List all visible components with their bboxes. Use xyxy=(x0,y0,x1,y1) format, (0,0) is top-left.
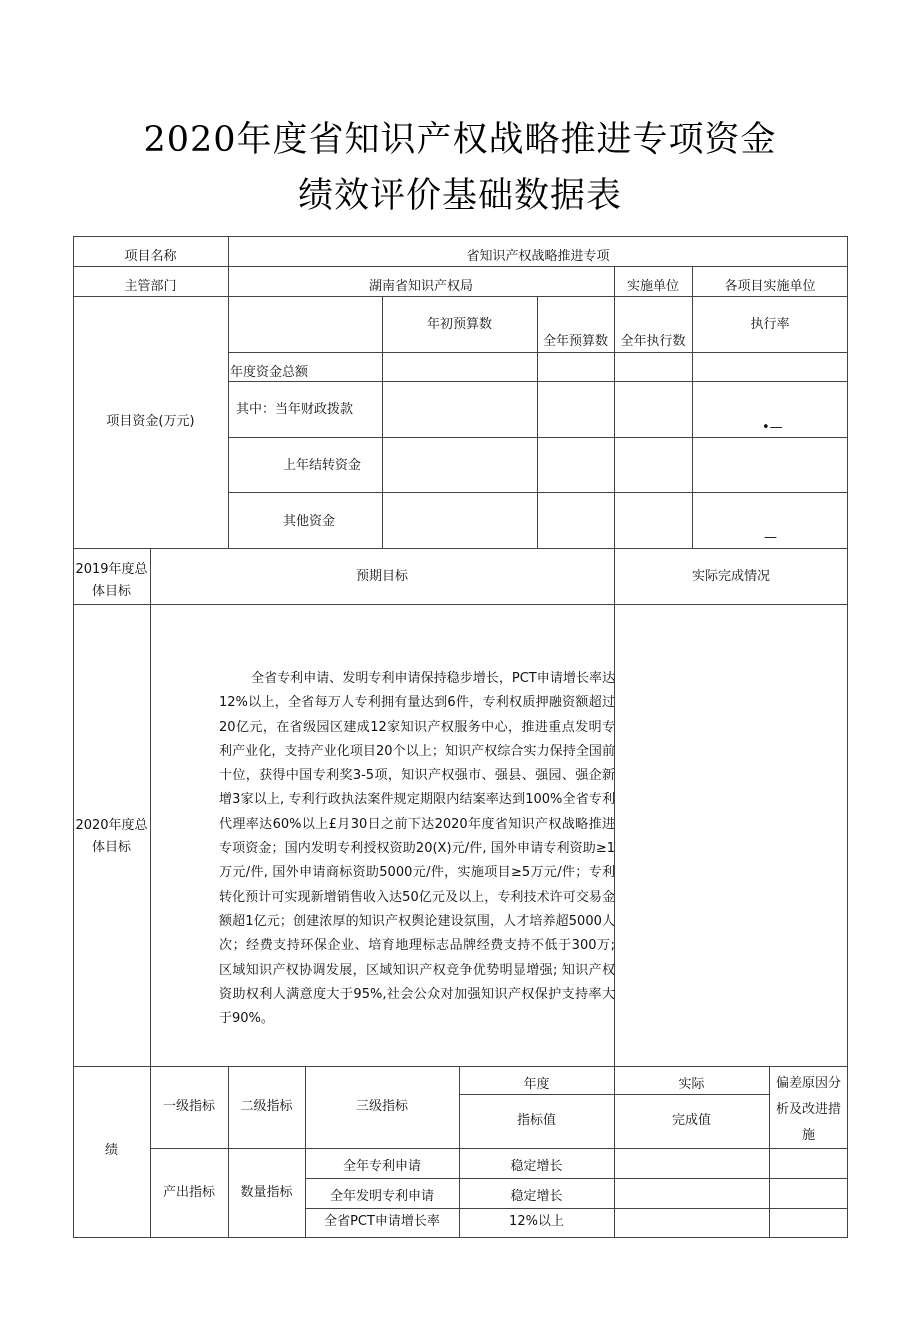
page-subtitle: 绩效评价基础数据表 xyxy=(297,176,622,216)
col-level3: 三级指标 xyxy=(355,1099,408,1114)
col-target: 指标值 xyxy=(516,1113,556,1128)
row-carryover-funds: 上年结转资金 xyxy=(283,458,362,473)
performance-label: 绩 xyxy=(104,1143,118,1158)
col-exec-rate: 执行率 xyxy=(750,317,790,332)
project-name-label: 项目名称 xyxy=(124,249,177,264)
level2-quantity: 数量指标 xyxy=(240,1185,293,1200)
goals-2020-text: 全省专利申请、发明专利申请保持稳步增长，PCT申请增长率达12%以上，全省每万人专利拥有量达到6件，专利权质押融资额超过20亿元，在省级园区建成12家知识产权服务中心，推进重点发明专利产业化，支持产业化项目20个以上；知识产权综合实力保持全国前十位，获得中国专利奖3-5项，知识产权强市、强县、强园、强企新增3家以上, 专利行政执法案件规定期限内结案率达到100%全省专利代理率达60%以上£月30日之前下达2020年度省知识产权战略推进专项资金；国内发明专利授权资助20(X)元/件, 国外申请专利资助≥1万元/件, 国外申请商标资助5000元/件，实施项目≥5万元/件；专利转化预计可实现新增销售收入达50亿元及以上，专利技术许可交易金额超1亿元；创建浓厚的知识产权舆论建设氛围，人才培养超5000人次；经费支持环保企业、培育地理标志品牌经费支持不低于300万; 区域知识产权协调发展，区域知识产权竞争优势明显增强; 知识产权资助权利人满意度大于95%,社会公众对加强知识产权保护支持率大于90%。 xyxy=(219,671,615,1027)
page-title: 2020年度省知识产权战略推进专项资金 xyxy=(143,120,777,160)
row-total-funds: 年度资金总额 xyxy=(230,365,309,380)
col-annual-budget: 全年预算数 xyxy=(542,334,608,349)
goals-2020-label: 2020年度总体目标 xyxy=(75,818,148,855)
indicator-name: 全省PCT申请增长率 xyxy=(324,1214,440,1229)
row-other-funds: 其他资金 xyxy=(283,514,336,529)
col-level2: 二级指标 xyxy=(240,1099,293,1114)
funds-label: 项目资金(万元) xyxy=(106,414,195,429)
col-year: 年度 xyxy=(523,1077,550,1092)
col-annual-exec: 全年执行数 xyxy=(620,334,686,349)
col-done: 完成值 xyxy=(671,1113,711,1128)
actual-completion-header: 实际完成情况 xyxy=(691,569,770,584)
indicator-name: 全年专利申请 xyxy=(342,1159,421,1174)
col-level1: 一级指标 xyxy=(162,1099,215,1114)
other-rate-mark: — xyxy=(764,530,777,545)
col-actual: 实际 xyxy=(678,1077,705,1092)
indicator-target: 12%以上 xyxy=(509,1214,564,1229)
indicator-target: 稳定增长 xyxy=(510,1159,563,1174)
dept-label: 主管部门 xyxy=(124,279,177,294)
level1-output: 产出指标 xyxy=(162,1185,215,1200)
project-name-value: 省知识产权战略推进专项 xyxy=(466,249,610,264)
row-fiscal-funds: 其中：当年财政拨款 xyxy=(236,402,354,417)
fiscal-rate-mark: •— xyxy=(762,420,783,435)
col-initial-budget: 年初预算数 xyxy=(426,317,492,332)
indicator-target: 稳定增长 xyxy=(510,1189,563,1204)
expected-goal-header: 预期目标 xyxy=(355,569,408,584)
goals-2019-label: 2019年度总体目标 xyxy=(75,562,148,599)
impl-value: 各项目实施单位 xyxy=(724,279,816,294)
impl-label: 实施单位 xyxy=(626,279,679,294)
col-deviation: 偏差原因分析及改进措施 xyxy=(775,1076,841,1143)
indicator-name: 全年发明专利申请 xyxy=(329,1189,434,1204)
dept-value: 湖南省知识产权局 xyxy=(368,279,473,294)
